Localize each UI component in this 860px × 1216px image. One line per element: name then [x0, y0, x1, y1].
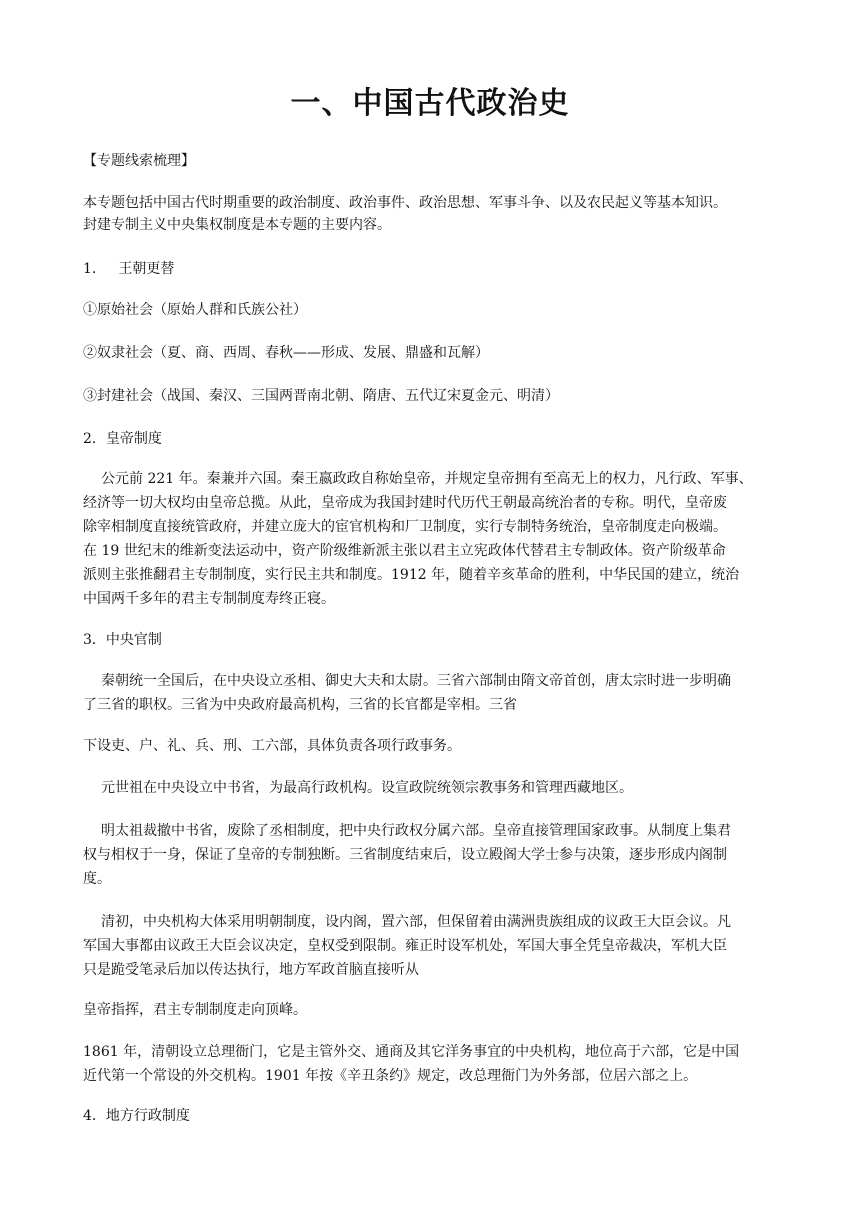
dynasty-item-3: ③封建社会（战国、秦汉、三国两晋南北朝、隋唐、五代辽宋夏金元、明清）: [83, 388, 559, 404]
heading-dynasty-num: 1.: [83, 261, 97, 277]
heading-dynasty-text: 王朝更替: [118, 261, 175, 277]
emperor-line-4: 在 19 世纪末的维新变法运动中，资产阶级维新派主张以君主立宪政体代替君主专制政体。资产阶级革命: [83, 543, 726, 559]
dynasty-item-1: ①原始社会（原始人群和氏族公社）: [83, 302, 307, 318]
section-header: 【专题线索梳理】: [83, 153, 195, 169]
central-p5-line-1: 清初，中央机构大体采用明朝制度，设内阁，置六部，但保留着由满洲贵族组成的议政王大臣会议。凡: [101, 914, 731, 930]
emperor-line-5: 派则主张推翻君主专制制度，实行民主共和制度。1912 年，随着辛亥革命的胜利，中华民国的建立，统治: [83, 567, 740, 583]
heading-central: 3．中央官制: [83, 632, 162, 648]
central-p1-line-2: 了三省的职权。三省为中央政府最高机构，三省的长官都是宰相。三省: [83, 697, 517, 713]
intro-line-1: 本专题包括中国古代时期重要的政治制度、政治事件、政治思想、军事斗争、以及农民起义等基本知识。: [83, 195, 727, 211]
intro-line-2: 封建专制主义中央集权制度是本专题的主要内容。: [83, 217, 391, 233]
heading-emperor: 2．皇帝制度: [83, 431, 162, 447]
central-p1-line-1: 秦朝统一全国后，在中央设立丞相、御史大夫和太尉。三省六部制由隋文帝首创，唐太宗时进一步明确: [101, 673, 731, 689]
dynasty-item-2: ②奴隶社会（夏、商、西周、春秋——形成、发展、鼎盛和瓦解）: [83, 345, 489, 361]
emperor-line-6: 中国两千多年的君主专制制度寿终正寝。: [83, 591, 335, 607]
page-title: 一、中国古代政治史: [290, 86, 570, 121]
heading-dynasty: [83, 256, 783, 282]
central-p6: 皇帝指挥，君主专制制度走向顶峰。: [83, 1002, 307, 1018]
central-p7-line-1: 1861 年，清朝设立总理衙门，它是主管外交、通商及其它洋务事宜的中央机构，地位高于六部，它是中国: [83, 1044, 740, 1060]
emperor-line-3: 除宰相制度直接统管政府，并建立庞大的宦官机构和厂卫制度，实行专制特务统治，皇帝制度走向极端。: [83, 519, 727, 535]
heading-local: 4．地方行政制度: [83, 1108, 190, 1124]
central-p7-line-2: 近代第一个常设的外交机构。1901 年按《辛丑条约》规定，改总理衙门为外务部，位居六部之上。: [83, 1068, 698, 1084]
central-p4-line-3: 度。: [83, 871, 111, 887]
emperor-line-1: 公元前 221 年。秦兼并六国。秦王嬴政政自称始皇帝，并规定皇帝拥有至高无上的权力，凡行政、军事、: [101, 471, 753, 487]
central-p2: 下设吏、户、礼、兵、刑、工六部，具体负责各项行政事务。: [83, 738, 461, 754]
central-p4-line-1: 明太祖裁撤中书省，废除了丞相制度，把中央行政权分属六部。皇帝直接管理国家政事。从制度上集君: [101, 823, 731, 839]
emperor-line-2: 经济等一切大权均由皇帝总揽。从此，皇帝成为我国封建时代历代王朝最高统治者的专称。明代，皇帝废: [83, 495, 727, 511]
central-p3: 元世祖在中央设立中书省，为最高行政机构。设宣政院统领宗教事务和管理西藏地区。: [101, 780, 633, 796]
central-p5-line-2: 军国大事都由议政王大臣会议决定，皇权受到限制。雍正时设军机处，军国大事全凭皇帝裁决，军机大臣: [83, 938, 727, 954]
central-p5-line-3: 只是跪受笔录后加以传达执行，地方军政首脑直接听从: [83, 962, 419, 978]
central-p4-line-2: 权与相权于一身，保证了皇帝的专制独断。三省制度结束后，设立殿阁大学士参与决策，逐步形成内阁制: [83, 847, 727, 863]
